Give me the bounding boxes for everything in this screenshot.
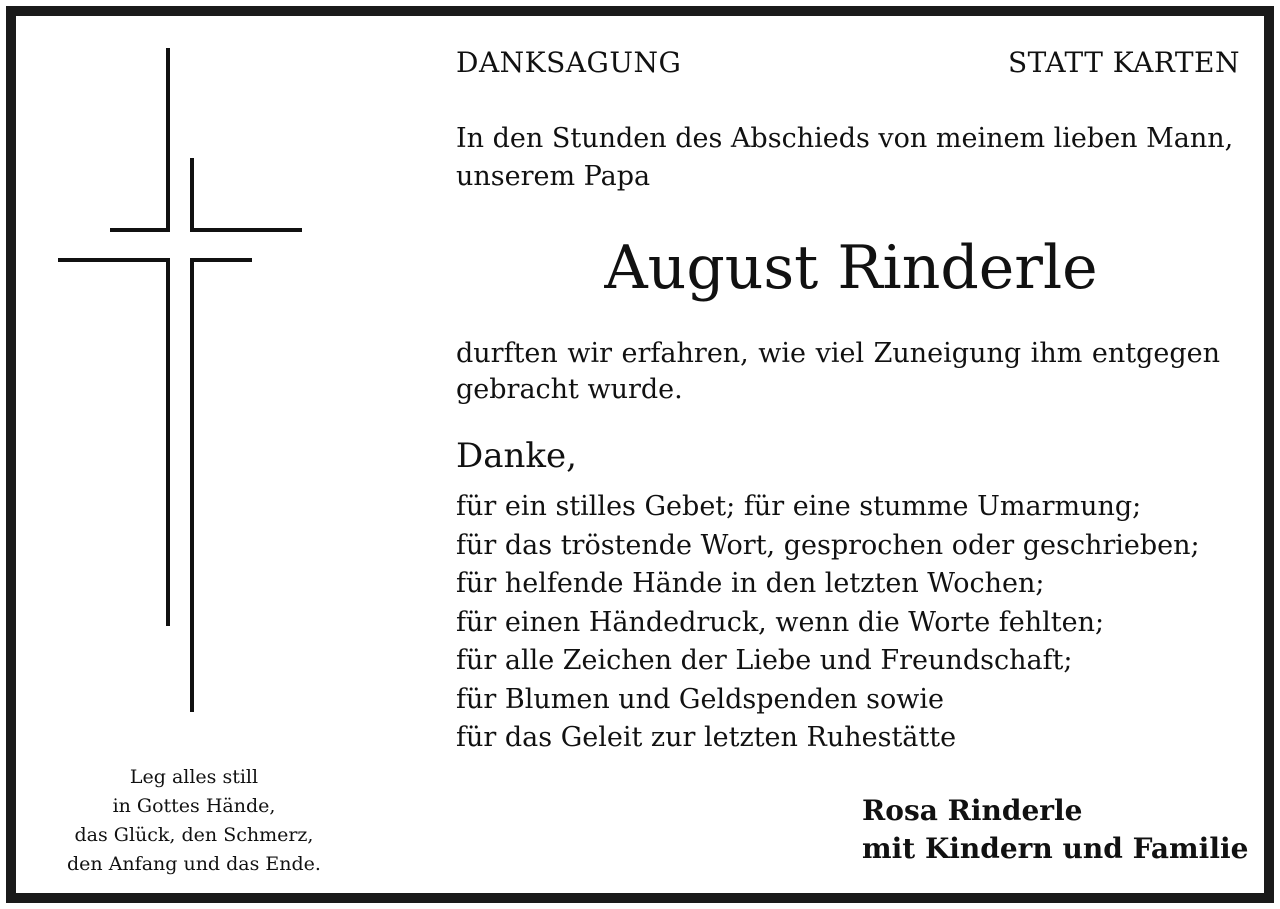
- signature-name: Rosa Rinderle: [862, 794, 1083, 827]
- cross-upper-vertical-line: [166, 48, 170, 230]
- signature: [862, 792, 1248, 868]
- verse-line: den Anfang und das Ende.: [67, 853, 321, 875]
- verse: [34, 763, 354, 879]
- signature-family: mit Kindern und Familie: [862, 832, 1249, 865]
- cross-long-vertical-line: [190, 258, 194, 712]
- list-item: für das Geleit zur letzten Ruhestätte: [456, 722, 957, 753]
- intro-line: In den Stunden des Abschieds von meinem lieben Mann,: [456, 123, 1234, 154]
- cross-lower-left-vertical-line: [166, 258, 170, 626]
- header-title: DANKSAGUNG: [456, 46, 682, 79]
- list-item: für ein stilles Gebet; für eine stumme Umarmung;: [456, 491, 1142, 522]
- cross-lower-upper-stub: [190, 158, 194, 232]
- intro-text: [456, 120, 1246, 196]
- danke-heading: Danke,: [456, 436, 577, 476]
- verse-line: das Glück, den Schmerz,: [74, 824, 314, 846]
- list-item: für alle Zeichen der Liebe und Freundschaft;: [456, 645, 1073, 676]
- verse-line: Leg alles still: [129, 766, 259, 788]
- list-item: für helfende Hände in den letzten Wochen;: [456, 568, 1045, 599]
- intro-line: unserem Papa: [456, 161, 651, 192]
- header-subtitle: STATT KARTEN: [1008, 46, 1240, 79]
- thanks-paragraph: [456, 336, 1220, 408]
- verse-line: in Gottes Hände,: [112, 795, 276, 817]
- list-item: für Blumen und Geldspenden sowie: [456, 683, 944, 715]
- cross-lower-left-arm: [58, 258, 170, 262]
- thanks-paragraph-line: durften wir erfahren, wie viel Zuneigung ihm entgegen: [456, 338, 1220, 369]
- thanks-list: [456, 488, 1246, 758]
- list-item: für das tröstende Wort, gesprochen oder geschrieben;: [456, 529, 1200, 561]
- list-item: für einen Händedruck, wenn die Worte fehlten;: [456, 606, 1105, 638]
- cross-upper-right-arm: [190, 228, 302, 232]
- thanks-paragraph-line: gebracht wurde.: [456, 374, 683, 405]
- obituary-card: [6, 6, 1274, 903]
- cross-upper-left-arm: [110, 228, 170, 232]
- deceased-name: August Rinderle: [604, 233, 1098, 303]
- cross-lower-right-arm: [190, 258, 252, 262]
